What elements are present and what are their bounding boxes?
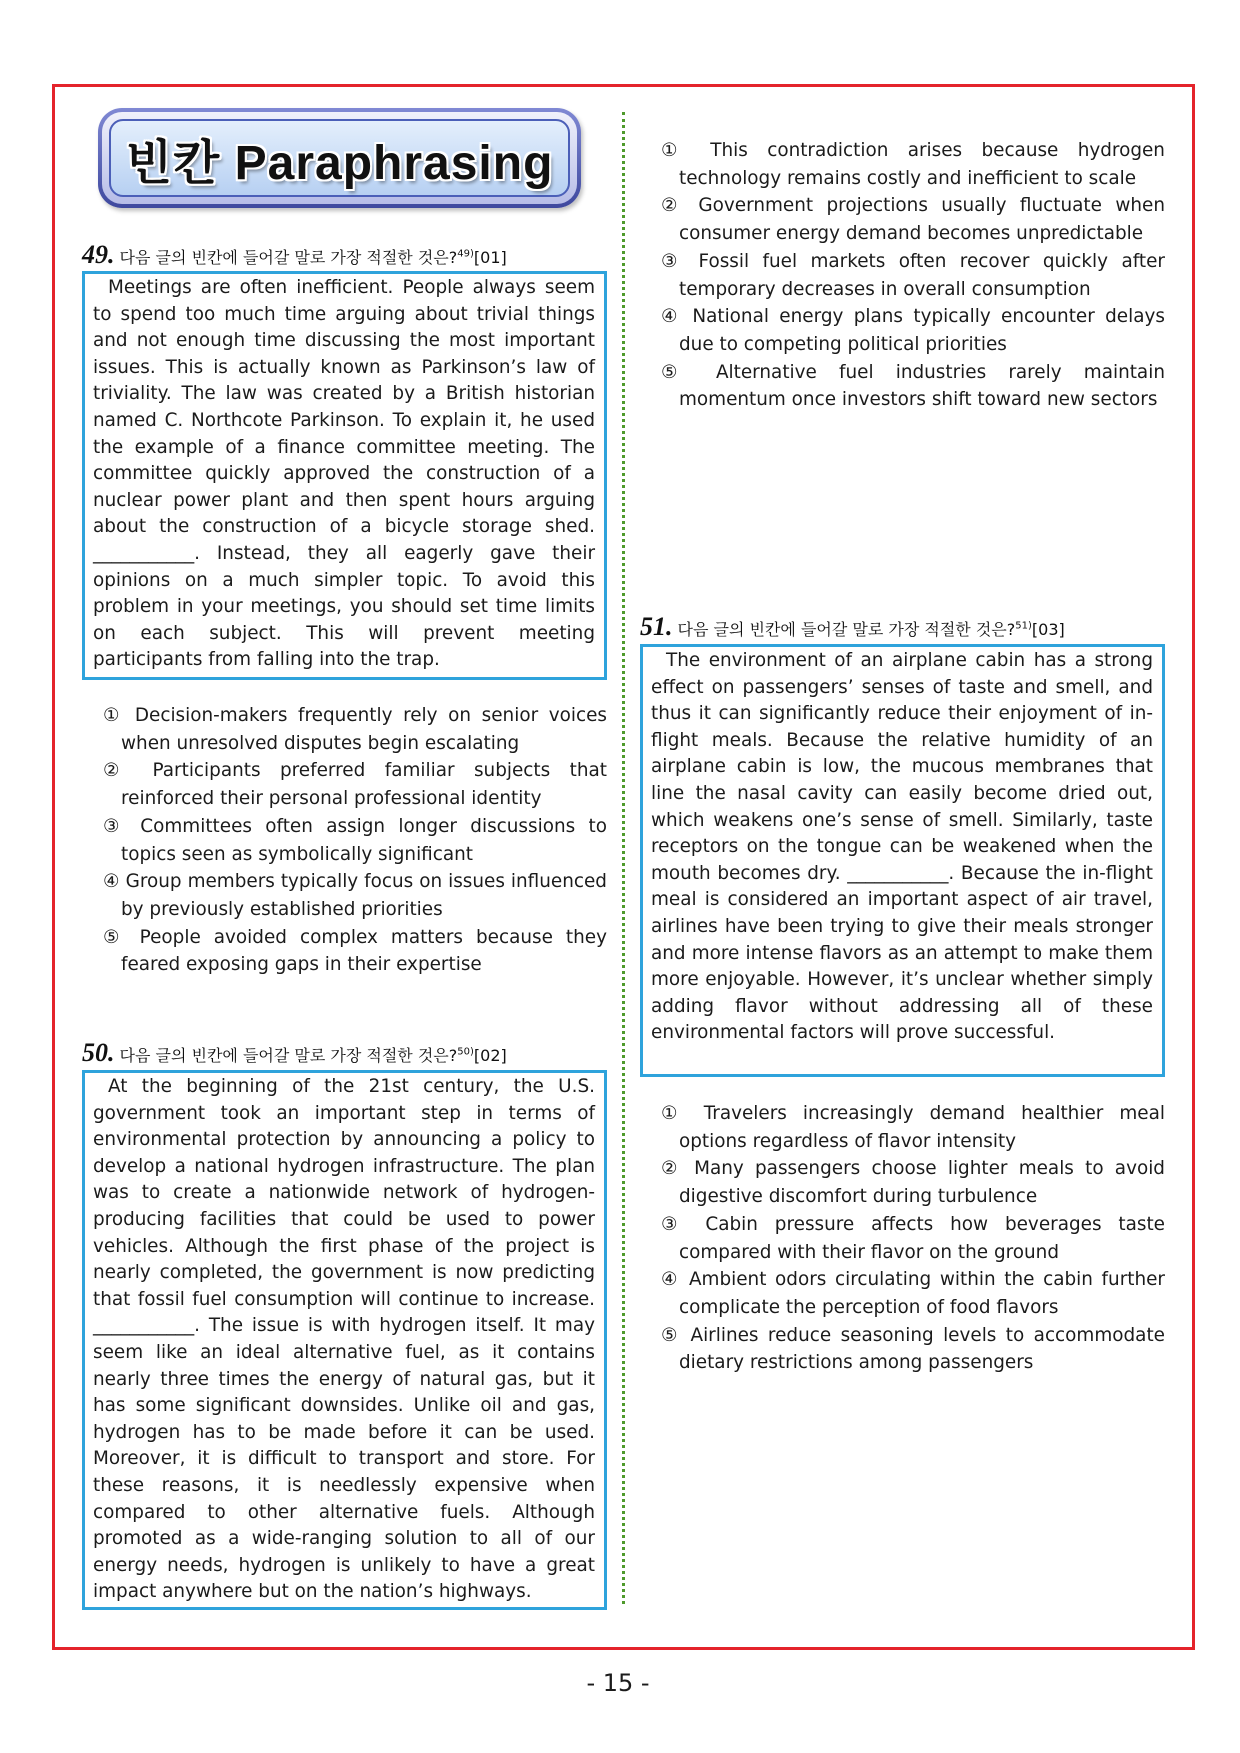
option-marker: ③ <box>103 815 127 837</box>
option-marker: ① <box>103 705 125 726</box>
option-text: Many passengers choose lighter meals to avoid digestive discomfort during turbulence <box>679 1158 1165 1208</box>
footnote-ref: 50) <box>457 1046 474 1058</box>
page-number: - 15 - <box>586 1669 650 1697</box>
question-prompt: 다음 글의 빈칸에 들어갈 말로 가장 적절한 것은? <box>119 1046 458 1065</box>
option-marker: ⑤ <box>661 361 694 383</box>
title-banner <box>98 108 581 208</box>
question-51-heading <box>640 613 1065 641</box>
option-text: Travelers increasingly demand healthier meal options regardless of flavor intensity <box>679 1103 1165 1152</box>
question-number: 49. <box>82 240 115 269</box>
option-text: Ambient odors circulating within the cabin further complicate the perception of food flavors <box>679 1269 1165 1318</box>
option-text: Committees often assign longer discussions to topics seen as symbolically significant <box>121 815 607 865</box>
question-code: [01] <box>473 248 507 267</box>
answer-option <box>661 1155 1165 1210</box>
answer-option <box>103 813 607 868</box>
answer-option <box>661 359 1165 414</box>
option-marker: ③ <box>661 250 686 272</box>
option-marker: ② <box>661 195 686 217</box>
option-marker: ① <box>661 1103 688 1124</box>
question-51-options <box>661 1100 1165 1377</box>
answer-option <box>661 1211 1165 1266</box>
option-text: Decision-makers frequently rely on senior voices when unresolved disputes begin escalating <box>121 705 607 754</box>
option-text: People avoided complex matters because they feared exposing gaps in their expertise <box>121 926 607 976</box>
question-50-heading <box>82 1039 507 1067</box>
footnote-ref: 51) <box>1015 620 1032 632</box>
question-prompt: 다음 글의 빈칸에 들어갈 말로 가장 적절한 것은? <box>677 620 1016 639</box>
option-text: Cabin pressure affects how beverages taste compared with their flavor on the ground <box>679 1213 1165 1263</box>
option-marker: ④ <box>661 1269 681 1291</box>
answer-option <box>661 1322 1165 1377</box>
answer-option <box>661 248 1165 303</box>
option-marker: ② <box>103 760 134 782</box>
answer-option <box>661 137 1165 192</box>
footnote-ref: 49) <box>457 248 474 260</box>
option-marker: ② <box>661 1158 683 1180</box>
option-text: Group members typically focus on issues influenced by previously established priorities <box>121 871 607 920</box>
option-text: Fossil fuel markets often recover quickly after temporary decreases in overall consumption <box>679 250 1165 300</box>
option-marker: ① <box>661 140 691 161</box>
option-text: This contradiction arises because hydrogen technology remains costly and inefficient to scale <box>679 140 1165 189</box>
option-text: Airlines reduce seasoning levels to accommodate dietary restrictions among passengers <box>679 1324 1165 1374</box>
answer-option <box>103 924 607 979</box>
option-text: Government projections usually fluctuate when consumer energy demand becomes unpredictable <box>679 195 1165 245</box>
answer-option <box>103 757 607 812</box>
option-marker: ⑤ <box>661 1324 682 1346</box>
answer-option <box>103 702 607 757</box>
answer-option <box>661 303 1165 358</box>
question-50-passage: At the beginning of the 21st century, the U.S. government took an important step in terms of environmental protection by announcing a policy to develop a national hydrogen infrastructure. The plan was to create a nationwide network of hydrogen-producing facilities that could be used to power vehicles. Although the first phase of the project is nearly completed, the government is now predicting that fossil fuel consumption will continue to increase. ___________. The issue is with hydrogen itself. It may seem like an ideal alternative fuel, as it contains nearly three times the energy of natural gas, but it has some significant downsides. Unlike oil and gas, hydrogen has to be made before it can be used. Moreover, it is difficult to transport and store. For these reasons, it is needlessly expensive when compared to other alternative fuels. Although promoted as a wide-ranging solution to all of our energy needs, hydrogen is unlikely to have a great impact anywhere but on the nation’s highways. <box>82 1070 607 1610</box>
option-text: Alternative fuel industries rarely maintain momentum once investors shift toward new sectors <box>679 361 1165 411</box>
answer-option <box>661 192 1165 247</box>
option-text: Participants preferred familiar subjects that reinforced their personal professional identity <box>121 760 607 810</box>
option-marker: ④ <box>661 306 682 328</box>
option-marker: ④ <box>103 871 120 893</box>
answer-option <box>661 1100 1165 1155</box>
question-number: 50. <box>82 1038 115 1067</box>
question-49-heading <box>82 241 507 269</box>
question-49-options <box>103 702 607 979</box>
answer-option <box>103 868 607 923</box>
question-50-options <box>661 137 1165 414</box>
title-banner-panel <box>109 119 570 197</box>
title-banner-ring <box>102 112 577 204</box>
answer-option <box>661 1266 1165 1321</box>
option-text: National energy plans typically encounter delays due to competing political priorities <box>679 306 1165 355</box>
option-marker: ③ <box>661 1213 689 1235</box>
question-49-passage: Meetings are often inefficient. People always seem to spend too much time arguing about trivial things and not enough time discussing the most important issues. This is actually known as Parkinson’s law of triviality. The law was created by a British historian named C. Northcote Parkinson. To explain it, he used the example of a finance committee meeting. The committee quickly approved the construction of a nuclear power plant and then spent hours arguing about the construction of a bicycle storage shed. ___________. Instead, they all eagerly gave their opinions on a much simpler topic. To avoid this problem in your meetings, you should set time limits on each subject. This will prevent meeting participants from falling into the trap. <box>82 271 607 680</box>
option-marker: ⑤ <box>103 926 127 948</box>
question-number: 51. <box>640 612 673 641</box>
question-code: [03] <box>1031 620 1065 639</box>
question-51-passage: The environment of an airplane cabin has a strong effect on passengers’ senses of taste and smell, and thus it can significantly reduce their enjoyment of in-flight meals. Because the relative humidity of an airplane cabin is low, the mucous membranes that line the nasal cavity can easily become dried out, which weakens one’s sense of smell. Similarly, taste receptors on the tongue can be weakened when the mouth becomes dry. ___________. Because the in-flight meal is considered an important aspect of air travel, airlines have been trying to give their meals stronger and more intense flavors as an attempt to make them more enjoyable. However, it’s unclear whether simply adding flavor without addressing all of these environmental factors will prove successful. <box>640 644 1165 1077</box>
question-prompt: 다음 글의 빈칸에 들어갈 말로 가장 적절한 것은? <box>119 248 458 267</box>
column-divider <box>622 112 625 1604</box>
section-title: 빈칸 Paraphrasing <box>125 136 554 190</box>
question-code: [02] <box>473 1046 507 1065</box>
